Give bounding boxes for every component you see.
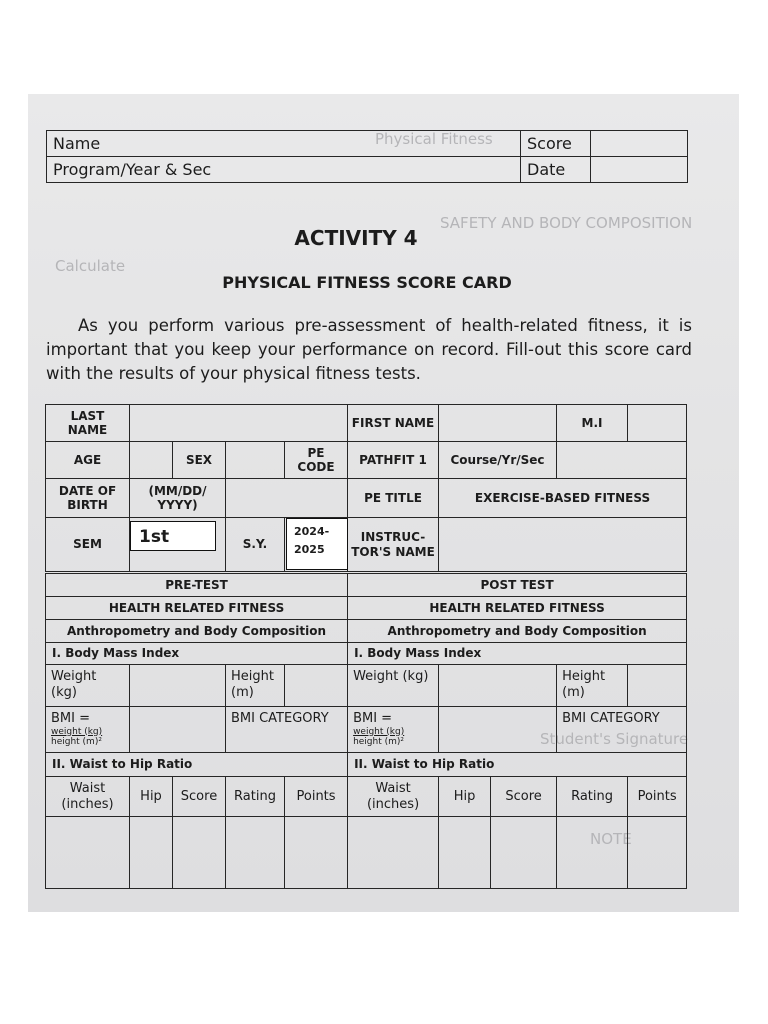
post-bmi-formula (348, 707, 439, 753)
sex-label: SEX (173, 442, 226, 479)
pre-rating-field[interactable] (226, 817, 285, 889)
post-bmi-denominator: height (m)² (353, 736, 405, 747)
instructor-field[interactable] (439, 518, 687, 572)
post-col-hip: Hip (439, 777, 491, 817)
pe-code-label: PE CODE (285, 442, 348, 479)
bleed-through-text: Student's Signature (540, 730, 689, 748)
age-field[interactable] (130, 442, 173, 479)
pe-title-label: PE TITLE (348, 479, 439, 518)
instructions: As you perform various pre-assessment of health-related fitness, it is important that you keep your performance on record. Fill-out this score card with the results of your physical fitness tests. (46, 316, 692, 383)
last-name-field[interactable] (130, 405, 348, 442)
post-weight-field[interactable] (439, 665, 557, 707)
page-subtitle: PHYSICAL FITNESS SCORE CARD (222, 273, 512, 292)
sem-label: SEM (46, 518, 130, 572)
sy-value[interactable]: 2024- 2025 (286, 518, 348, 570)
last-name-label: LAST NAME (46, 405, 130, 442)
post-test-heading: POST TEST (348, 574, 687, 597)
pre-bmi-field[interactable] (130, 707, 226, 753)
sem-value[interactable]: 1st (130, 521, 216, 551)
pre-whr-title: II. Waist to Hip Ratio (46, 753, 348, 777)
mi-field[interactable] (628, 405, 687, 442)
first-name-field[interactable] (439, 405, 557, 442)
post-score-field[interactable] (491, 817, 557, 889)
page-title: ACTIVITY 4 (294, 226, 418, 250)
post-hip-field[interactable] (439, 817, 491, 889)
post-weight-label: Weight (kg) (348, 665, 439, 707)
post-col-score: Score (491, 777, 557, 817)
name-field[interactable] (47, 131, 521, 157)
score-label: Score (521, 131, 591, 157)
dob-field[interactable] (226, 479, 348, 518)
pre-hip-field[interactable] (130, 817, 173, 889)
post-bmi-label: BMI = (353, 711, 393, 726)
post-bmi-title: I. Body Mass Index (348, 643, 687, 665)
pe-title-value: EXERCISE-BASED FITNESS (439, 479, 687, 518)
post-points-field[interactable] (628, 817, 687, 889)
pre-col-points: Points (285, 777, 348, 817)
pre-score-field[interactable] (173, 817, 226, 889)
bleed-through-text: NOTE (590, 830, 632, 848)
pre-weight-label: Weight (kg) (46, 665, 130, 707)
pre-points-field[interactable] (285, 817, 348, 889)
name-label: Name (53, 134, 101, 153)
post-bmi-category-label[interactable]: BMI CATEGORY (557, 707, 687, 753)
post-bmi-numerator: weight (kg) (353, 726, 405, 737)
course-label: Course/Yr/Sec (439, 442, 557, 479)
course-field[interactable] (557, 442, 687, 479)
pre-height-label: Height (m) (226, 665, 285, 707)
pre-col-score: Score (173, 777, 226, 817)
post-whr-title: II. Waist to Hip Ratio (348, 753, 687, 777)
sy-label: S.Y. (226, 518, 285, 572)
dob-format: (MM/DD/ YYYY) (130, 479, 226, 518)
first-name-label: FIRST NAME (348, 405, 439, 442)
post-rating-field[interactable] (557, 817, 628, 889)
post-bmi-field[interactable] (439, 707, 557, 753)
bleed-through-text: SAFETY AND BODY COMPOSITION (440, 214, 693, 232)
pre-bmi-category-label[interactable]: BMI CATEGORY (226, 707, 348, 753)
program-field[interactable] (47, 157, 521, 183)
pre-col-waist: Waist (inches) (46, 777, 130, 817)
pre-category: HEALTH RELATED FITNESS (46, 597, 348, 620)
post-col-points: Points (628, 777, 687, 817)
dob-label: DATE OF BIRTH (46, 479, 130, 518)
post-height-label: Height (m) (557, 665, 628, 707)
mi-label: M.I (557, 405, 628, 442)
pre-height-field[interactable] (285, 665, 348, 707)
post-height-field[interactable] (628, 665, 687, 707)
post-col-rating: Rating (557, 777, 628, 817)
pre-bmi-denominator: height (m)² (51, 736, 102, 747)
program-label: Program/Year & Sec (53, 160, 212, 179)
instructor-label: INSTRUC- TOR'S NAME (348, 518, 439, 572)
age-label: AGE (46, 442, 130, 479)
bleed-through-text: Physical Fitness (375, 130, 493, 148)
bleed-through-text: Calculate (55, 257, 126, 275)
pre-weight-field[interactable] (130, 665, 226, 707)
pre-bmi-formula (46, 707, 130, 753)
post-category: HEALTH RELATED FITNESS (348, 597, 687, 620)
sex-field[interactable] (226, 442, 285, 479)
post-subcategory: Anthropometry and Body Composition (348, 620, 687, 643)
pre-bmi-title: I. Body Mass Index (46, 643, 348, 665)
pe-code-value: PATHFIT 1 (348, 442, 439, 479)
pre-test-heading: PRE-TEST (46, 574, 348, 597)
post-waist-field[interactable] (348, 817, 439, 889)
pre-bmi-label: BMI = (51, 711, 90, 726)
date-label: Date (521, 157, 591, 183)
date-field[interactable] (591, 157, 688, 183)
pre-waist-field[interactable] (46, 817, 130, 889)
pre-col-hip: Hip (130, 777, 173, 817)
pre-col-rating: Rating (226, 777, 285, 817)
fitness-table (45, 573, 687, 889)
pre-subcategory: Anthropometry and Body Composition (46, 620, 348, 643)
header-table (46, 130, 688, 183)
post-col-waist: Waist (inches) (348, 777, 439, 817)
score-field[interactable] (591, 131, 688, 157)
pre-bmi-numerator: weight (kg) (51, 726, 103, 737)
